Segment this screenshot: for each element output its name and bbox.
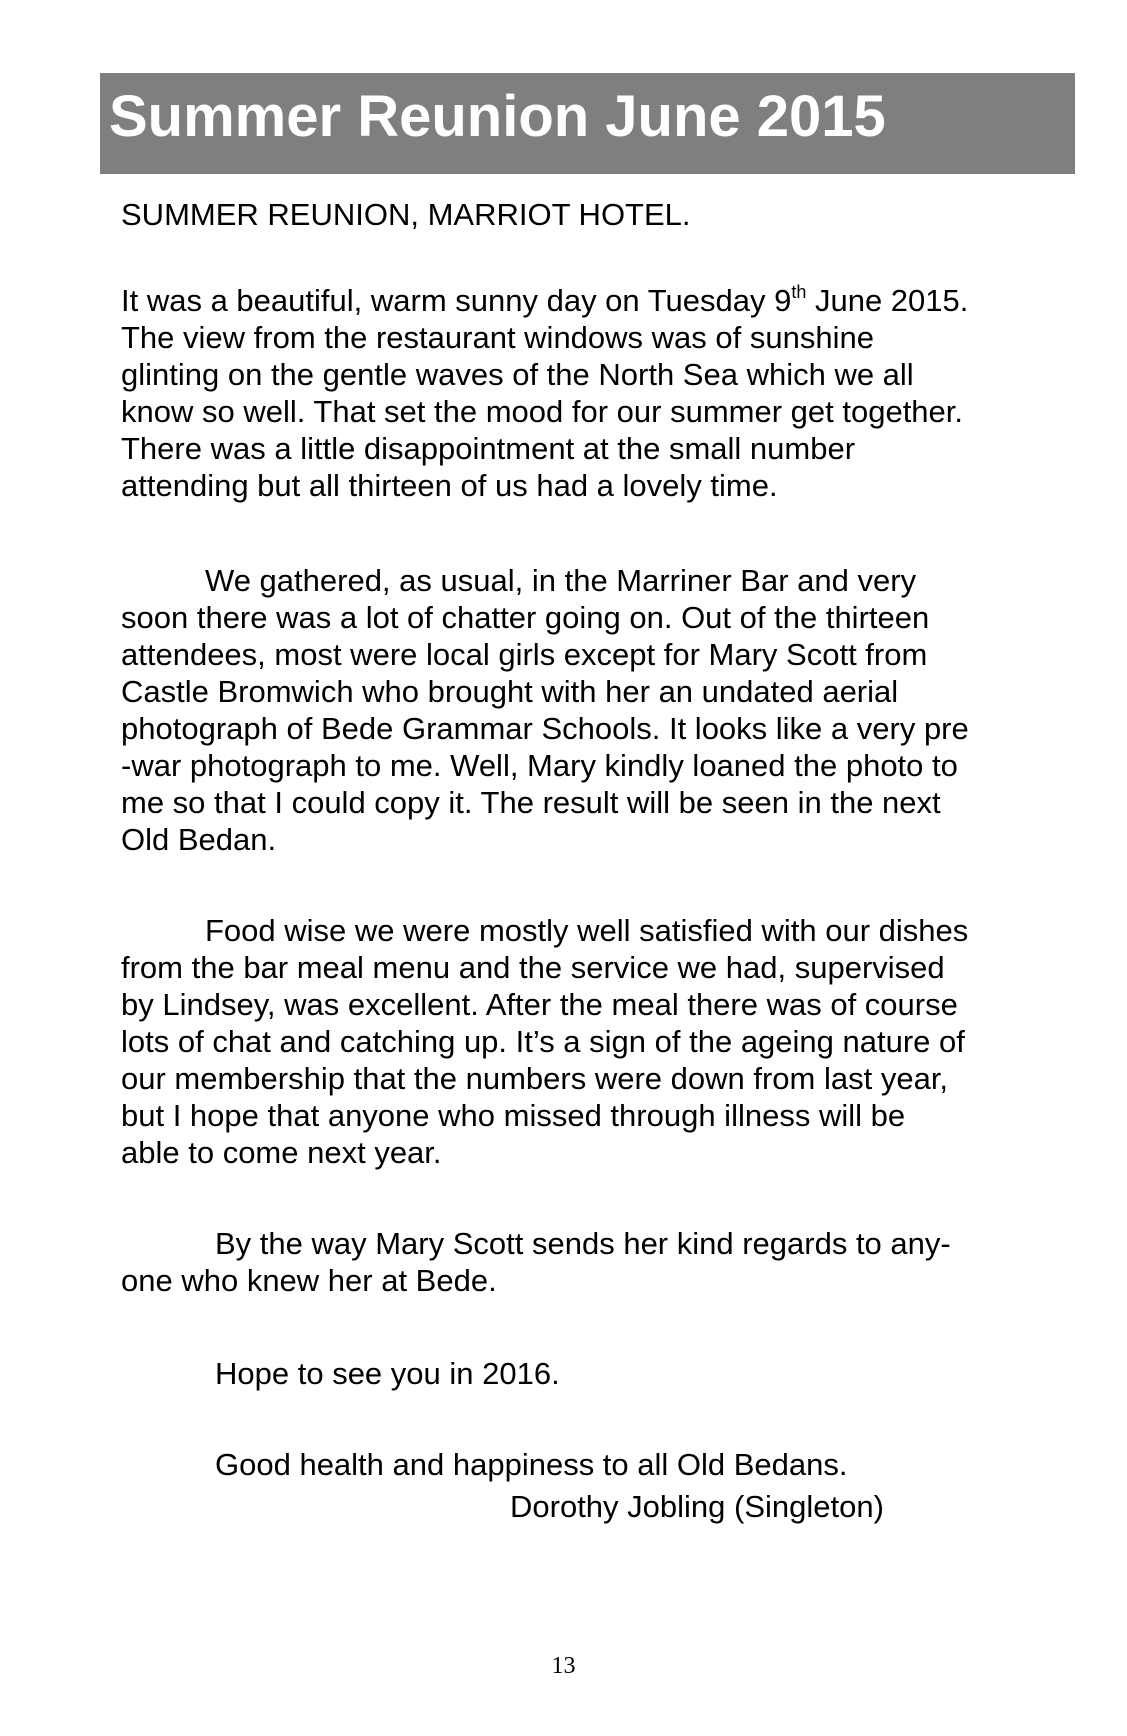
article-heading: SUMMER REUNION, MARRIOT HOTEL. bbox=[121, 197, 691, 232]
paragraph-line: Castle Bromwich who brought with her an undated aerial bbox=[121, 674, 899, 709]
paragraph-line: attending but all thirteen of us had a lovely time. bbox=[121, 468, 778, 503]
page-title: Summer Reunion June 2015 bbox=[109, 84, 886, 149]
paragraph-line: Old Bedan. bbox=[121, 822, 277, 857]
paragraph-line: attendees, most were local girls except for Mary Scott from bbox=[121, 637, 928, 672]
paragraph-line: one who knew her at Bede. bbox=[121, 1263, 497, 1298]
paragraph-line: from the bar meal menu and the service we had, supervised bbox=[121, 950, 945, 985]
paragraph-4 bbox=[121, 1225, 951, 1299]
paragraph-line: able to come next year. bbox=[121, 1135, 442, 1170]
paragraph-2 bbox=[121, 562, 969, 858]
page-number: 13 bbox=[551, 1653, 576, 1679]
paragraph-line: There was a little disappointment at the small number bbox=[121, 431, 856, 466]
paragraph-line: me so that I could copy it. The result will be seen in the next bbox=[121, 785, 941, 820]
paragraph-1 bbox=[121, 282, 968, 504]
paragraph-line: know so well. That set the mood for our summer get together. bbox=[121, 394, 964, 429]
paragraph-line: soon there was a lot of chatter going on. Out of the thirteen bbox=[121, 600, 930, 635]
paragraph-line: Food wise we were mostly well satisfied with our dishes bbox=[205, 913, 969, 948]
paragraph-line: glinting on the gentle waves of the North Sea which we all bbox=[121, 357, 914, 392]
paragraph-line: By the way Mary Scott sends her kind regards to any- bbox=[215, 1226, 951, 1261]
farewell-line: Good health and happiness to all Old Bedans. bbox=[215, 1447, 848, 1482]
paragraph-line: but I hope that anyone who missed through illness will be bbox=[121, 1098, 906, 1133]
paragraph-line: -war photograph to me. Well, Mary kindly loaned the photo to bbox=[121, 748, 958, 783]
title-banner bbox=[100, 73, 1075, 174]
paragraph-line: We gathered, as usual, in the Marriner Bar and very bbox=[205, 563, 917, 598]
paragraph-line: photograph of Bede Grammar Schools. It looks like a very pre bbox=[121, 711, 969, 746]
paragraph-line: by Lindsey, was excellent. After the meal there was of course bbox=[121, 987, 958, 1022]
paragraph-line: our membership that the numbers were down from last year, bbox=[121, 1061, 949, 1096]
paragraph-line: The view from the restaurant windows was of sunshine bbox=[121, 320, 874, 355]
paragraph-line: lots of chat and catching up. It’s a sign of the ageing nature of bbox=[121, 1024, 965, 1059]
paragraph-line: It was a beautiful, warm sunny day on Tuesday 9th June 2015. bbox=[121, 281, 969, 318]
signature: Dorothy Jobling (Singleton) bbox=[510, 1489, 884, 1524]
closing-line: Hope to see you in 2016. bbox=[215, 1356, 560, 1391]
paragraph-3 bbox=[121, 912, 968, 1171]
